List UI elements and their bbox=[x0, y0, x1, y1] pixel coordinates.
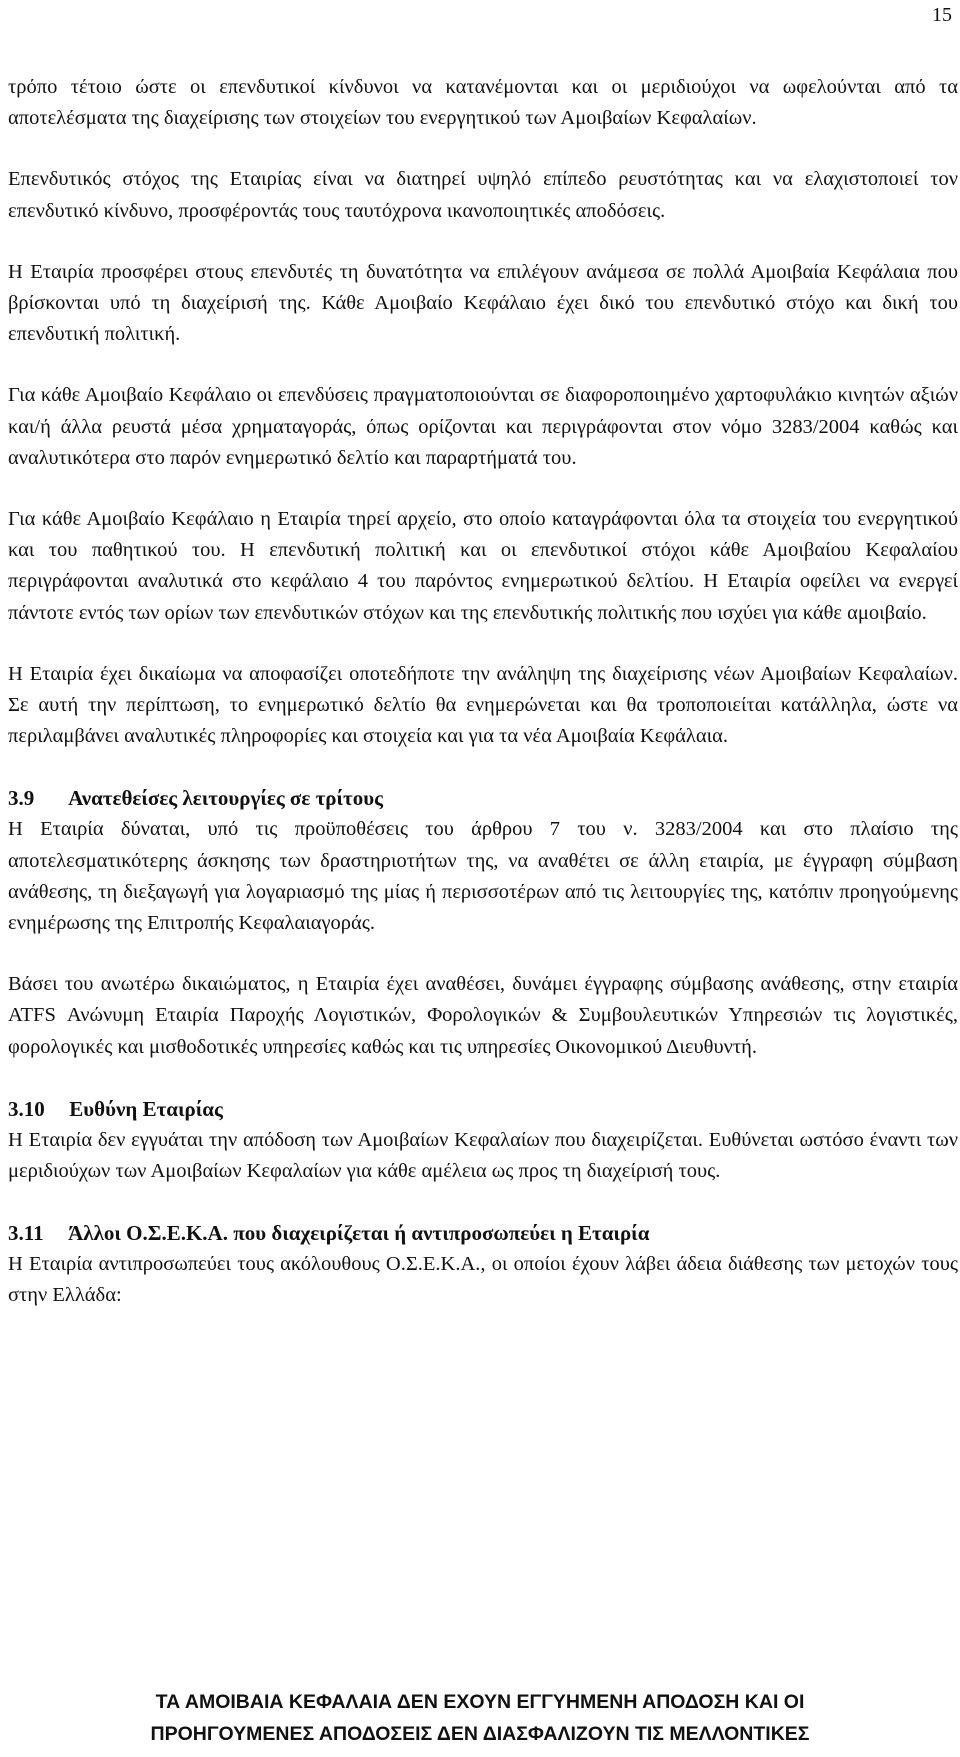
risk-disclaimer-line: ΤΑ ΑΜΟΙΒΑΙΑ ΚΕΦΑΛΑΙΑ ΔΕΝ ΕΧΟΥΝ ΕΓΓΥΗΜΕΝΗ ΑΠΟΔΟΣΗ ΚΑΙ ΟΙ bbox=[155, 1691, 805, 1713]
section-title: Ευθύνη Εταιρίας bbox=[69, 1096, 223, 1121]
section-number: 3.11 bbox=[8, 1221, 44, 1246]
paragraph: Βάσει του ανωτέρω δικαιώματος, η Εταιρία έχει αναθέσει, δυνάμει έγγραφης σύμβασης ανάθεσης, στην εταιρία ATFS Ανώνυμη Εταιρία Παροχής Λογιστικών, Φορολογικών & Συμβουλευτικών Υπηρεσιών τις λογιστικές, φορολογικές και μισθοδοτικές υπηρεσίες καθώς και τις υπηρεσίες Οικονομικού Διευθυντή. bbox=[8, 973, 958, 1058]
paragraph: Η Εταιρία δεν εγγυάται την απόδοση των Αμοιβαίων Κεφαλαίων που διαχειρίζεται. Ευθύνεται ωστόσο έναντι των μεριδιούχων των Αμοιβαίων Κεφαλαίων για κάθε αμέλεια ως προς τη διαχείρισή τους. bbox=[8, 1128, 958, 1183]
paragraph: Επενδυτικός στόχος της Εταιρίας είναι να διατηρεί υψηλό επίπεδο ρευστότητας και να ελαχιστοποιεί τον επενδυτικό κίνδυνο, προσφέροντάς τους ταυτόχρονα ικανοποιητικές αποδόσεις. bbox=[8, 168, 958, 222]
section-heading bbox=[8, 1217, 958, 1249]
section-3-11 bbox=[8, 1217, 958, 1311]
section-heading bbox=[8, 1093, 958, 1125]
page-number: 15 bbox=[932, 4, 952, 26]
paragraph: Η Εταιρία έχει δικαίωμα να αποφασίζει οποτεδήποτε την ανάληψη της διαχείρισης νέων Αμοιβαίων Κεφαλαίων. Σε αυτή την περίπτωση, το ενημερωτικό δελτίο θα ενημερώνεται και θα τροποποιείται κατάλληλα, ώστε να περιλαμβάνει αναλυτικές πληροφορίες και στοιχεία και για τα νέα Αμοιβαία Κεφάλαια. bbox=[8, 662, 958, 748]
section-title: Άλλοι Ο.Σ.Ε.Κ.Α. που διαχειρίζεται ή αντιπροσωπεύει η Εταιρία bbox=[68, 1221, 650, 1246]
section-heading bbox=[8, 782, 958, 814]
document-body bbox=[8, 72, 958, 1342]
paragraph: Για κάθε Αμοιβαίο Κεφάλαιο η Εταιρία τηρεί αρχείο, στο οποίο καταγράφονται όλα τα στοιχεία του ενεργητικού και του παθητικού του. Η επενδυτική πολιτική και οι επενδυτικοί στόχοι κάθε Αμοιβαίου Κεφαλαίου περιγράφονται αναλυτικά στο κεφάλαιο 4 του παρόντος ενημερωτικού δελτίου. Η Εταιρία οφείλει να ενεργεί πάντοτε εντός των ορίων των επενδυτικών στόχων και της επενδυτικής πολιτικής που ισχύει για κάθε αμοιβαίο. bbox=[8, 508, 958, 624]
paragraph: Η Εταιρία αντιπροσωπεύει τους ακόλουθους Ο.Σ.Ε.Κ.Α., οι οποίοι έχουν λάβει άδεια διάθεσης των μετοχών τους στην Ελλάδα: bbox=[8, 1253, 958, 1307]
section-3-10 bbox=[8, 1093, 958, 1187]
paragraph: Για κάθε Αμοιβαίο Κεφάλαιο οι επενδύσεις πραγματοποιούνται σε διαφοροποιημένο χαρτοφυλάκιο κινητών αξιών και/ή άλλα ρευστά μέσα χρηματαγοράς, όπως ορίζονται και περιγράφονται στον νόμο 3283/2004 καθώς και αναλυτικότερα στο παρόν ενημερωτικό δελτίο και παραρτήματά του. bbox=[8, 384, 958, 469]
paragraph: Η Εταιρία δύναται, υπό τις προϋποθέσεις του άρθρου 7 του ν. 3283/2004 και στο πλαίσιο της αποτελεσματικότερης άσκησης των δραστηριοτήτων της, να αναθέτει σε άλλη εταιρία, με έγγραφη σύμβαση ανάθεσης, τη διεξαγωγή για λογαριασμό της μίας ή περισσοτέρων από τις λειτουργίες της, κατόπιν προηγούμενης ενημέρωσης της Επιτροπής Κεφαλαιαγοράς. bbox=[8, 818, 958, 935]
section-3-9 bbox=[8, 782, 958, 1062]
section-number: 3.9 bbox=[8, 786, 35, 811]
paragraph: τρόπο τέτοιο ώστε οι επενδυτικοί κίνδυνοι να κατανέμονται και οι μεριδιούχοι να ωφελούνται από τα αποτελέσματα της διαχείρισης των στοιχείων του ενεργητικού των Αμοιβαίων Κεφαλαίων. bbox=[8, 76, 958, 130]
paragraph: Η Εταιρία προσφέρει στους επενδυτές τη δυνατότητα να επιλέγουν ανάμεσα σε πολλά Αμοιβαία Κεφάλαια που βρίσκονται υπό τη διαχείρισή της. Κάθε Αμοιβαίο Κεφάλαιο έχει δικό του επενδυτικό στόχο και δική του επενδυτική πολιτική. bbox=[8, 260, 958, 346]
section-title: Ανατεθείσες λειτουργίες σε τρίτους bbox=[68, 786, 383, 811]
risk-disclaimer-line: ΠΡΟΗΓΟΥΜΕΝΕΣ ΑΠΟΔΟΣΕΙΣ ΔΕΝ ΔΙΑΣΦΑΛΙΖΟΥΝ ΤΙΣ ΜΕΛΛΟΝΤΙΚΕΣ bbox=[150, 1723, 810, 1745]
risk-disclaimer bbox=[0, 1686, 960, 1750]
section-number: 3.10 bbox=[8, 1096, 45, 1121]
